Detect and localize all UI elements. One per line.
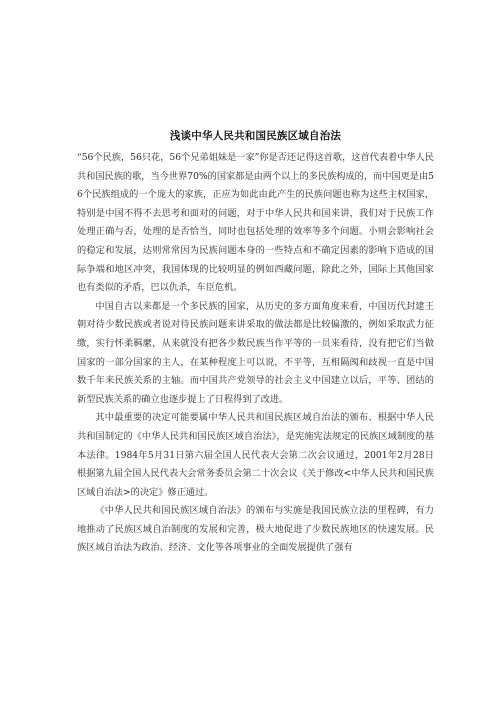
paragraph-4: 《中华人民共和国民族区域自治法》的颁布与实施是我国民族立法的里程碑，有力地推动了民族区域自治制度的发展和完善，极大地促进了少数民族地区的快速发展。民族区域自治法为政治、经济、文化等各项事业的全面发展提供了强有: [77, 505, 434, 554]
paragraph-3: 其中最重要的决定可能要属中华人民共和国民族区域自治法的颁布、根据中华人民共和国制定的《中华人民共和国民族区域自治法》，是宪施宪法规定的民族区域制度的基本法律。1984年5月31日第六届全国人民代表大会第二次会议通过，2001年2月28日根据第九届全国人民代表大会常务委员会第二十次会议《关于修改<中华人民共和国民族区域自治法>的决定》修正通过。: [77, 412, 434, 498]
document-title: 浅谈中华人民共和国民族区域自治法: [169, 130, 342, 142]
paragraph-2: 中国自古以来都是一个多民族的国家，从历史的多方面角度来看，中国历代封建王朝对待少数民族或者说对待民族问题来讲采取的做法都是比较偏激的，例如采取武力征缴，实行怀柔羁縻，从来就没有把各少数民族当作平等的一员来看待，没有把它们当做国家的一部分国家的主人，在某种程度上可以说，不平等，互相隔阂和歧视一直是中国数千年来民族关系的主轴。而中国共产党领导的社会主义中国建立以后，平等、团结的新型民族关系的确立也逐步提上了日程得到了改进。: [77, 300, 434, 405]
paragraph-1: “56个民族，56只花，56个兄弟姐妹是一家”你是否还记得这首歌，这首代表着中华人民共和国民族的歌，当今世界70%的国家都是由两个以上的多民族构成的，而中国更是由56个民族组成的一个庞大的家族，正应为如此由此产生的民族问题也称为这些主权国家，特别是中国不得不去思考和面对的问题，对于中华人民共和国来讲，我们对于民族工作处理正确与否，处理的是否恰当，同时也包括处理的效率等多个问题。小则会影响社会的稳定和发展，达则常常因为民族问题本身的一些特点和不确定因素的影响下造成的国际争端和地区冲突，我国体现的比较明显的例如西藏问题，除此之外，国际上其他国家也有类似的矛盾，巴以仇杀，车臣危机。: [77, 152, 435, 294]
